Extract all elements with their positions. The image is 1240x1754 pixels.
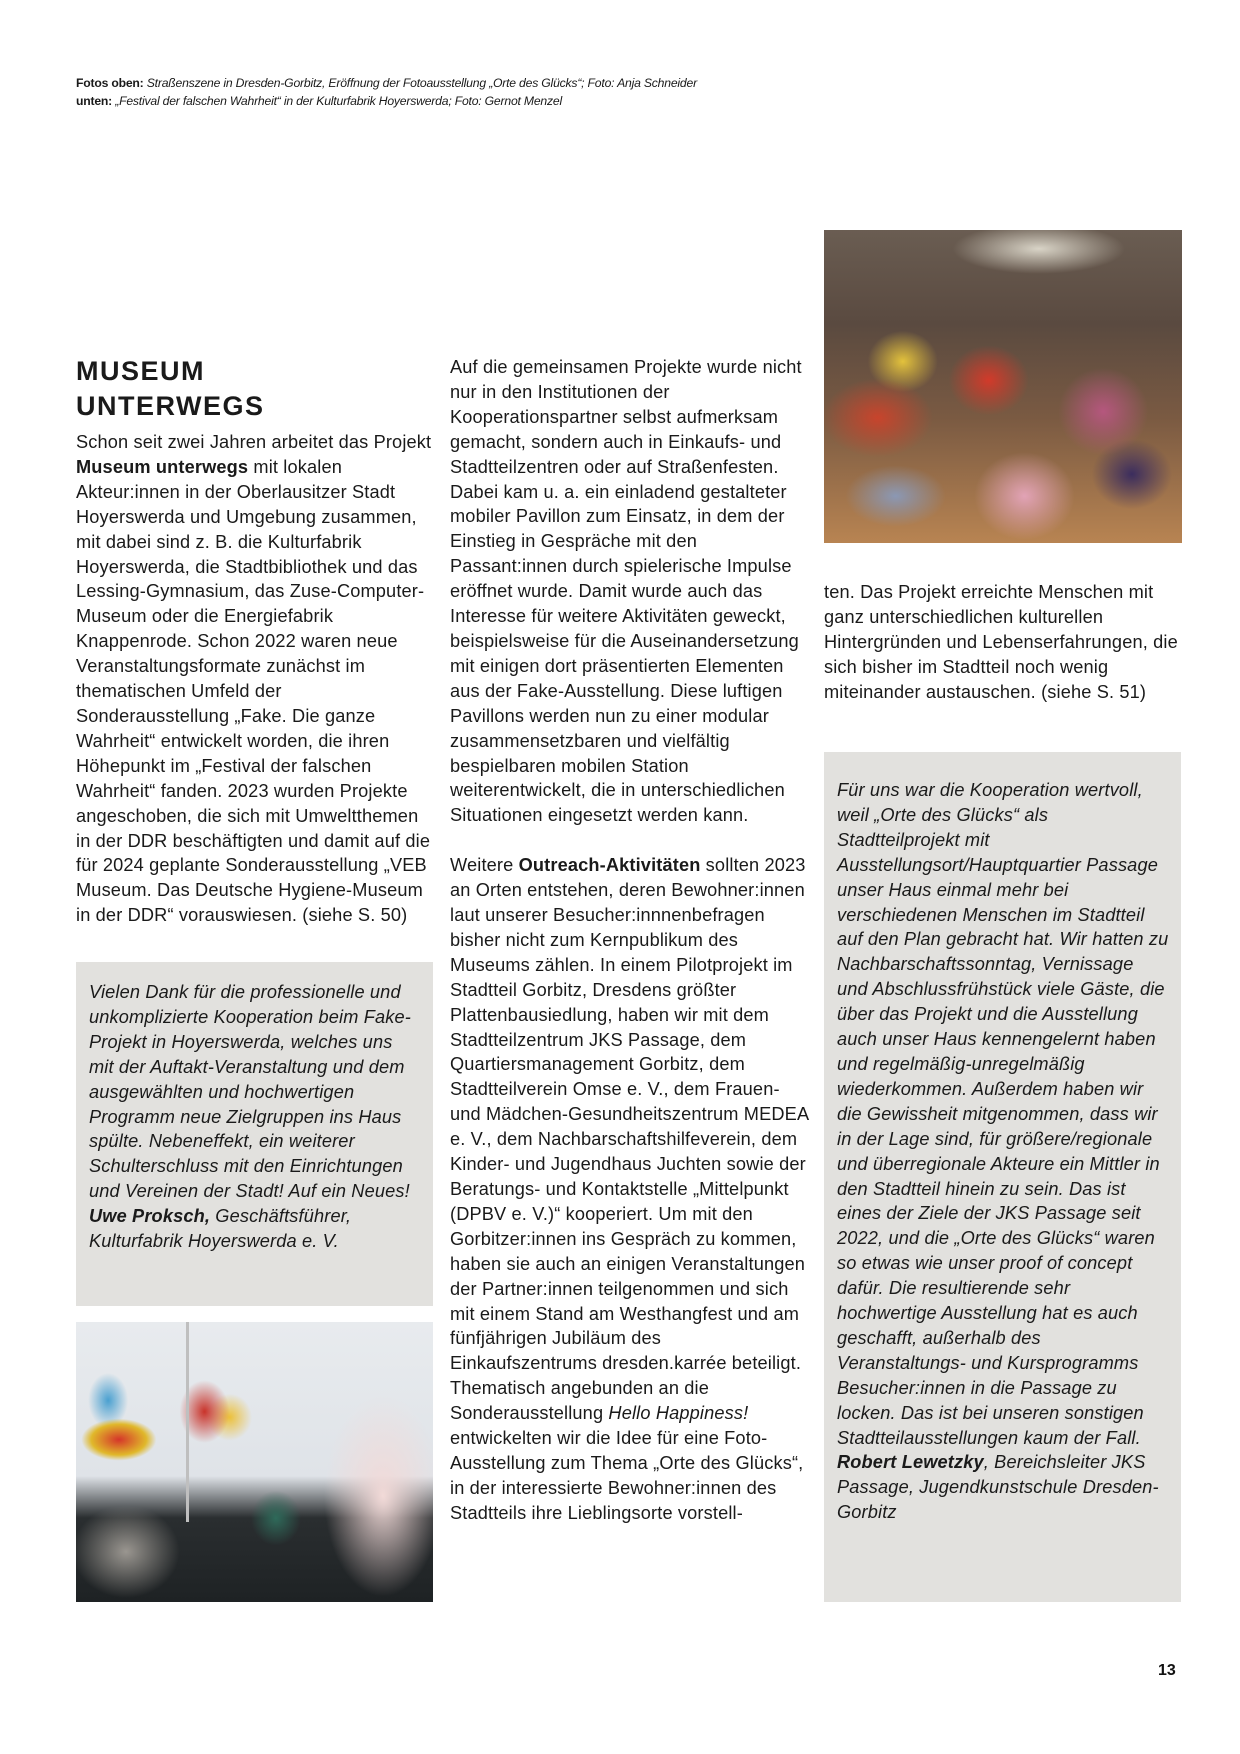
testimonial-box-proksch bbox=[76, 962, 433, 1306]
testimonial-box-lewetzky bbox=[824, 752, 1181, 1602]
caption-line-bottom: unten: „Festival der falschen Wahrheit“ in der Kulturfabrik Hoyerswerda; Foto: Gernot Menzel bbox=[76, 94, 562, 108]
paragraph-continuation: ten. Das Projekt erreichte Menschen mit ganz unterschiedlichen kulturellen Hintergründen und Lebenserfahrungen, die sich bisher im Stadtteil noch wenig miteinander austauschen. (siehe S. 51) bbox=[824, 582, 1178, 702]
page-number: 13 bbox=[1158, 1662, 1176, 1679]
paragraph-pavillon: Auf die gemeinsamen Projekte wurde nicht nur in den Institutionen der Kooperationspartner selbst aufmerksam gemacht, sondern auch in Einkaufs- und Stadtteilzentren oder auf Straßenfesten. Dabei kam u. a. ein einladend gestalteter mobiler Pavillon zum Einsatz, in dem der Einstieg in Gespräche mit den Passant:innen durch spielerische Impulse eröffnet wurde. Damit wurde auch das Interesse für weitere Aktivitäten geweckt, beispielsweise für die Auseinandersetzung mit einigen dort präsentierten Elementen aus der Fake-Ausstellung. Diese luftigen Pavillons werden nun zu einer modular zusammensetzbaren und vielfältig bespielbaren mobilen Station weiterentwickelt, die in unterschiedlichen Situationen eingesetzt werden kann. bbox=[450, 357, 802, 826]
testimonial-attribution: Robert Lewetzky, Bereichsleiter JKS Passage, Jugendkunstschule Dresden-Gorbitz bbox=[837, 1452, 1159, 1523]
section-heading: MUSEUM UNTERWEGS bbox=[76, 356, 265, 421]
photo-caption bbox=[76, 74, 776, 110]
paragraph-orte-des-gluecks: Thematisch angebunden an die Sonderausstellung Hello Happiness! entwickelten wir die Idee für eine Foto-Ausstellung zum Thema „Orte des Glücks“, in der interessierte Bewohner:innen des Stadtteils ihre Lieblingsorte vorstell- bbox=[450, 1378, 804, 1523]
paragraph-outreach: Weitere Outreach-Aktivitäten sollten 2023 an Orten entstehen, deren Bewohner:innen laut unserer Besucher:innnenbefragen bisher nicht zum Kernpublikum des Museums zählen. In einem Pilotprojekt im Stadtteil Gorbitz, Dresdens größter Plattenbausiedlung, haben wir mit dem Stadtteilzentrum JKS Passage, dem Quartiersmanagement Gorbitz, dem Stadtteilverein Omse e. V., dem Frauen- und Mädchen-Gesundheitszentrum MEDEA e. V., dem Nachbarschaftshilfeverein, dem Kinder- und Jugendhaus Juchten sowie der Beratungs- und Kontaktstelle „Mittelpunkt (DPBV e. V.)“ kooperiert. Um mit den Gorbitzer:innen ins Gespräch zu kommen, haben sie auch an einigen Veranstaltungen der Partner:innen teilgenommen und sich mit einem Stand am Westhangfest und am fünfjährigen Jubiläum des Einkaufszentrums dresden.karrée beteiligt. bbox=[450, 855, 809, 1374]
testimonial-attribution: Uwe Proksch, Geschäftsführer, Kulturfabrik Hoyerswerda e. V. bbox=[89, 1206, 352, 1252]
column-2-body bbox=[450, 355, 810, 1526]
festival-photo bbox=[76, 1322, 433, 1602]
audience-discussion-photo bbox=[824, 230, 1182, 543]
testimonial-text: Vielen Dank für die professionelle und unkomplizierte Kooperation beim Fake-Projekt in Hoyerswerda, welches uns mit der Auftakt-Veranstaltung und dem ausgewählten und hochwertigen Programm neue Zielgruppen ins Haus spülte. Nebeneffekt, ein weiterer Schulterschluss mit den Einrichtungen und Vereinen der Stadt! Auf ein Neues! bbox=[89, 982, 411, 1202]
caption-line-top: Fotos oben: Straßenszene in Dresden-Gorbitz, Eröffnung der Fotoausstellung „Orte des Glücks“; Foto: Anja Schneider bbox=[76, 76, 697, 90]
testimonial-text: Für uns war die Kooperation wertvoll, weil „Orte des Glücks“ als Stadtteilprojekt mit Ausstellungsort/Hauptquartier Passage unser Haus einmal mehr bei verschiedenen Menschen im Stadtteil auf den Plan gebracht hat. Wir hatten zu Nachbarschaftssonntag, Vernissage und Abschlussfrühstück viele Gäste, die über das Projekt und die Ausstellung auch unser Haus kennengelernt haben und regelmäßig-unregelmäßig wiederkommen. Außerdem haben wir die Gewissheit mitgenommen, dass wir in der Lage sind, für größere/regionale und überregionale Akteure ein Mittler in den Stadtteil hinein zu sein. Das ist eines der Ziele der JKS Passage seit 2022, und die „Orte des Glücks“ waren so etwas wie unser proof of concept dafür. Die resultierende sehr hochwertige Ausstellung hat es auch geschafft, außerhalb des Veranstaltungs- und Kursprogramms Besucher:innen in die Passage zu locken. Das ist bei unseren sonstigen Stadtteilausstellungen kaum der Fall. bbox=[837, 780, 1169, 1448]
photo-detail-pole bbox=[186, 1322, 189, 1522]
column-3-body bbox=[824, 580, 1184, 705]
column-1-body bbox=[76, 430, 436, 928]
intro-paragraph: Schon seit zwei Jahren arbeitet das Projekt Museum unterwegs mit lokalen Akteur:innen in der Oberlausitzer Stadt Hoyerswerda und Umgebung zusammen, mit dabei sind z. B. die Kulturfabrik Hoyerswerda, die Stadtbibliothek und das Lessing-Gymnasium, das Zuse-Computer-Museum oder die Energiefabrik Knappenrode. Schon 2022 waren neue Veranstaltungsformate zunächst im thematischen Umfeld der Sonderausstellung „Fake. Die ganze Wahrheit“ entwickelt worden, die ihren Höhepunkt im „Festival der falschen Wahrheit“ fanden. 2023 wurden Projekte angeschoben, die sich mit Umweltthemen in der DDR beschäftigten und damit auf die für 2024 geplante Sonderausstellung „VEB Museum. Das Deutsche Hygiene-Museum in der DDR“ vorauswiesen. (siehe S. 50) bbox=[76, 432, 432, 926]
